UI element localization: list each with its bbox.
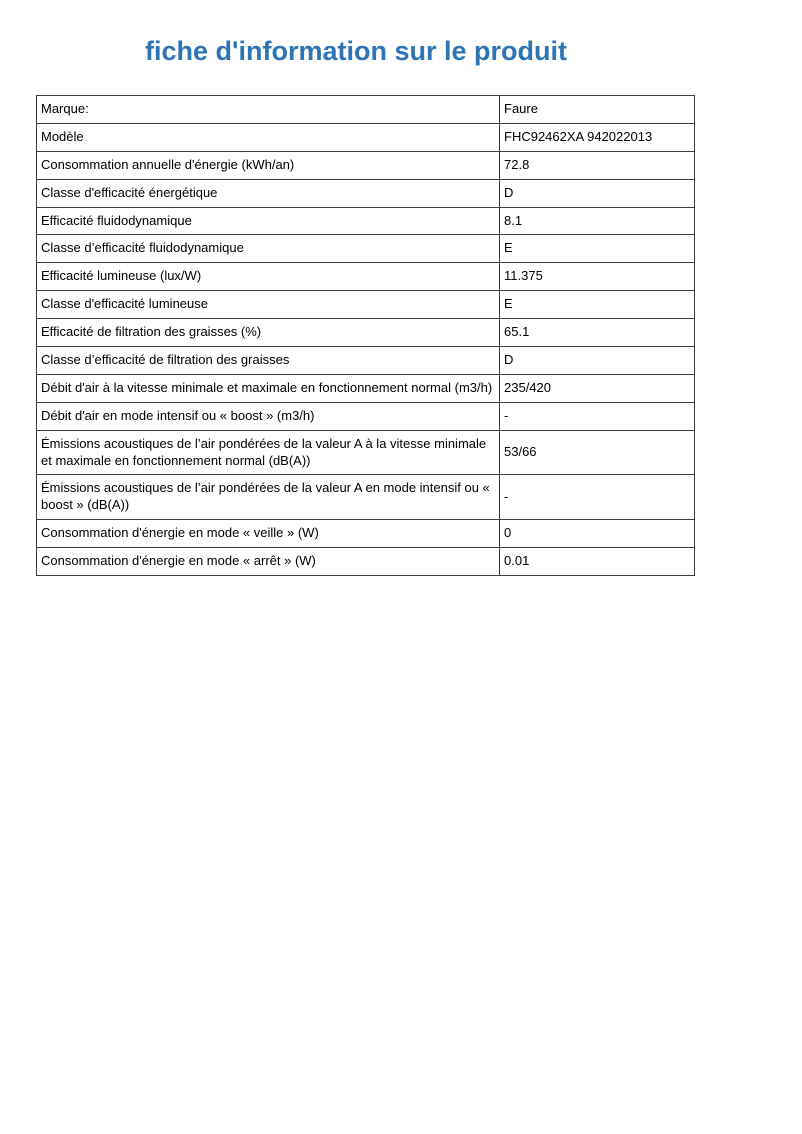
- row-value: -: [500, 402, 695, 430]
- row-label: Consommation annuelle d'énergie (kWh/an): [37, 151, 500, 179]
- row-value: FHC92462XA 942022013: [500, 123, 695, 151]
- table-row: [37, 263, 695, 291]
- row-label: Classe d'efficacité énergétique: [37, 179, 500, 207]
- row-label: Efficacité fluidodynamique: [37, 207, 500, 235]
- table-row: [37, 179, 695, 207]
- table-row: [37, 207, 695, 235]
- row-label: Marque:: [37, 96, 500, 124]
- row-label: Consommation d'énergie en mode « arrêt » (W): [37, 548, 500, 576]
- table-row: [37, 319, 695, 347]
- row-label: Efficacité de filtration des graisses (%): [37, 319, 500, 347]
- table-row: [37, 548, 695, 576]
- document-page: [36, 36, 676, 576]
- table-row: [37, 402, 695, 430]
- row-value: E: [500, 235, 695, 263]
- row-value: E: [500, 291, 695, 319]
- row-value: 65.1: [500, 319, 695, 347]
- row-value: 0.01: [500, 548, 695, 576]
- row-value: 235/420: [500, 374, 695, 402]
- row-label: Classe d’efficacité de filtration des graisses: [37, 347, 500, 375]
- row-value: 0: [500, 520, 695, 548]
- row-label: Émissions acoustiques de l’air pondérées de la valeur A en mode intensif ou « boost » (dB(A)): [37, 475, 500, 520]
- row-label: Consommation d'énergie en mode « veille » (W): [37, 520, 500, 548]
- table-row: [37, 235, 695, 263]
- table-row: [37, 291, 695, 319]
- table-row: [37, 123, 695, 151]
- row-label: Efficacité lumineuse (lux/W): [37, 263, 500, 291]
- table-row: [37, 151, 695, 179]
- row-value: Faure: [500, 96, 695, 124]
- product-info-table: [36, 95, 695, 576]
- row-value: D: [500, 179, 695, 207]
- row-label: Débit d'air en mode intensif ou « boost » (m3/h): [37, 402, 500, 430]
- row-value: D: [500, 347, 695, 375]
- row-label: Modèle: [37, 123, 500, 151]
- table-row: [37, 96, 695, 124]
- page-title: fiche d'information sur le produit: [145, 36, 567, 66]
- table-row: [37, 347, 695, 375]
- row-value: 8.1: [500, 207, 695, 235]
- row-label: Classe d’efficacité fluidodynamique: [37, 235, 500, 263]
- row-value: 72.8: [500, 151, 695, 179]
- product-info-table-body: [37, 96, 695, 576]
- table-row: [37, 475, 695, 520]
- row-value: 53/66: [500, 430, 695, 475]
- table-row: [37, 520, 695, 548]
- row-value: 11.375: [500, 263, 695, 291]
- table-row: [37, 430, 695, 475]
- table-row: [37, 374, 695, 402]
- row-label: Émissions acoustiques de l’air pondérées de la valeur A à la vitesse minimale et maximale en fonctionnement normal (dB(A)): [37, 430, 500, 475]
- row-label: Classe d'efficacité lumineuse: [37, 291, 500, 319]
- row-label: Débit d'air à la vitesse minimale et maximale en fonctionnement normal (m3/h): [37, 374, 500, 402]
- row-value: -: [500, 475, 695, 520]
